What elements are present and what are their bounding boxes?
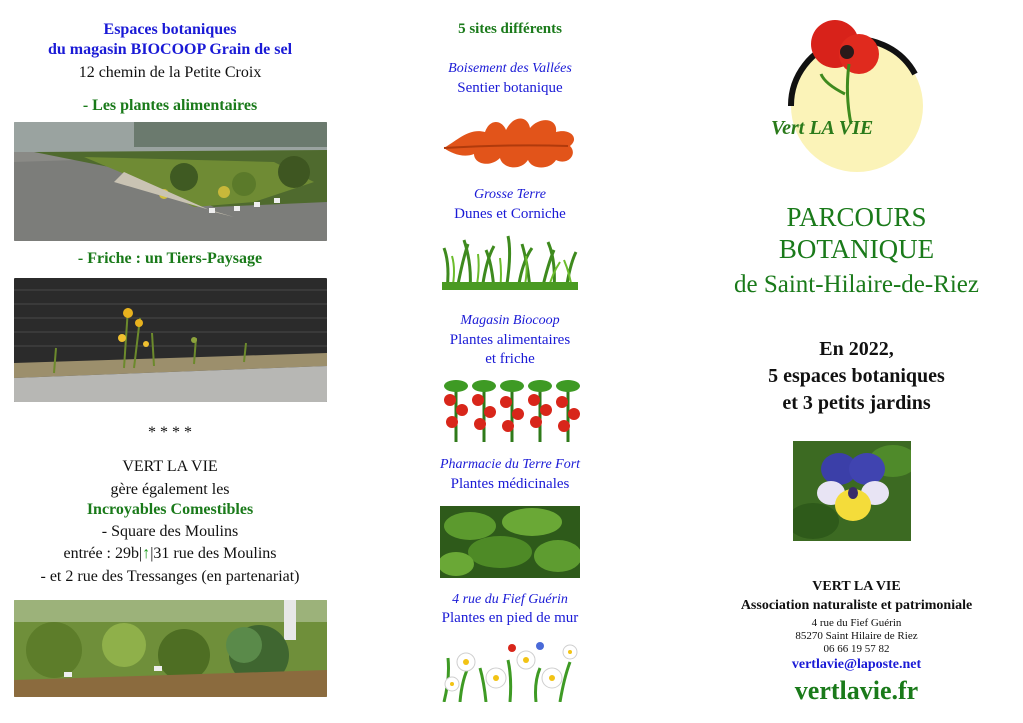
assoc-city: 85270 Saint Hilaire de Riez (795, 630, 918, 642)
daisies-icon (440, 638, 580, 702)
site-1-desc: Sentier botanique (457, 80, 563, 96)
assoc-email[interactable]: vertlavie@laposte.net (791, 657, 922, 672)
title-line2: BOTANIQUE (778, 234, 935, 264)
square-moulins: - Square des Moulins (101, 523, 239, 540)
section-title-wasteland: - Friche : un Tiers-Paysage (77, 250, 263, 267)
org-name: VERT LA VIE (122, 458, 218, 475)
site-1-name: Boisement des Vallées (448, 61, 572, 76)
site-5-desc: Plantes en pied de mur (441, 610, 579, 626)
left-heading-line1: Espaces botaniques (103, 21, 237, 38)
website-link[interactable]: vertlavie.fr (794, 676, 919, 705)
manages-text: gère également les (110, 481, 230, 498)
photo-pansy-flower (793, 441, 911, 541)
site-3-desc2: et friche (485, 351, 535, 367)
title-line1: PARCOURS (786, 202, 927, 232)
assoc-phone: 06 66 19 57 82 (823, 643, 890, 655)
photo-vegetable-garden (14, 600, 327, 697)
assoc-name: VERT LA VIE (812, 579, 901, 594)
left-panel (0, 0, 340, 723)
tomato-plants-icon (442, 376, 582, 442)
site-5-name: 4 rue du Fief Guérin (452, 592, 568, 607)
vert-la-vie-logo (765, 14, 945, 174)
sites-heading: 5 sites différents (458, 21, 562, 37)
tressanges-line: - et 2 rue des Tressanges (en partenariat) (40, 568, 300, 585)
entree-line: entrée : 29b|↑|31 rue des Moulins (63, 545, 277, 562)
left-address: 12 chemin de la Petite Croix (78, 64, 262, 81)
middle-panel (420, 0, 600, 723)
grass-icon (442, 234, 578, 290)
assoc-street: 4 rue du Fief Guérin (811, 617, 902, 629)
site-3-desc: Plantes alimentaires (449, 332, 571, 348)
logo-text: Vert LA VIE (771, 117, 874, 139)
incroyables-comestibles: Incroyables Comestibles (86, 501, 254, 518)
nettle-leaves-icon (440, 506, 580, 578)
spaces-line: 5 espaces botaniques (768, 365, 945, 387)
gardens-line: et 3 petits jardins (782, 392, 931, 414)
site-3-name: Magasin Biocoop (460, 313, 560, 328)
entree-suffix: 31 rue des Moulins (153, 545, 277, 562)
up-arrow-icon: ↑ (142, 545, 151, 562)
entree-prefix: entrée : 29b (63, 545, 139, 562)
right-panel (690, 0, 1023, 723)
title-line3: de Saint-Hilaire-de-Riez (733, 271, 980, 298)
separator: * * * * (148, 424, 192, 441)
site-2-name: Grosse Terre (474, 187, 546, 202)
assoc-desc: Association naturaliste et patrimoniale (740, 598, 973, 613)
photo-food-plants-bed (14, 122, 327, 241)
site-4-desc: Plantes médicinales (450, 476, 570, 492)
left-heading-line2: du magasin BIOCOOP Grain de sel (47, 41, 293, 58)
site-4-name: Pharmacie du Terre Fort (439, 457, 581, 472)
year-line: En 2022, (819, 338, 894, 360)
site-2-desc: Dunes et Corniche (454, 206, 566, 222)
oak-leaf-icon (440, 108, 582, 174)
photo-wasteland-strip (14, 278, 327, 402)
section-title-food-plants: - Les plantes alimentaires (82, 97, 258, 114)
